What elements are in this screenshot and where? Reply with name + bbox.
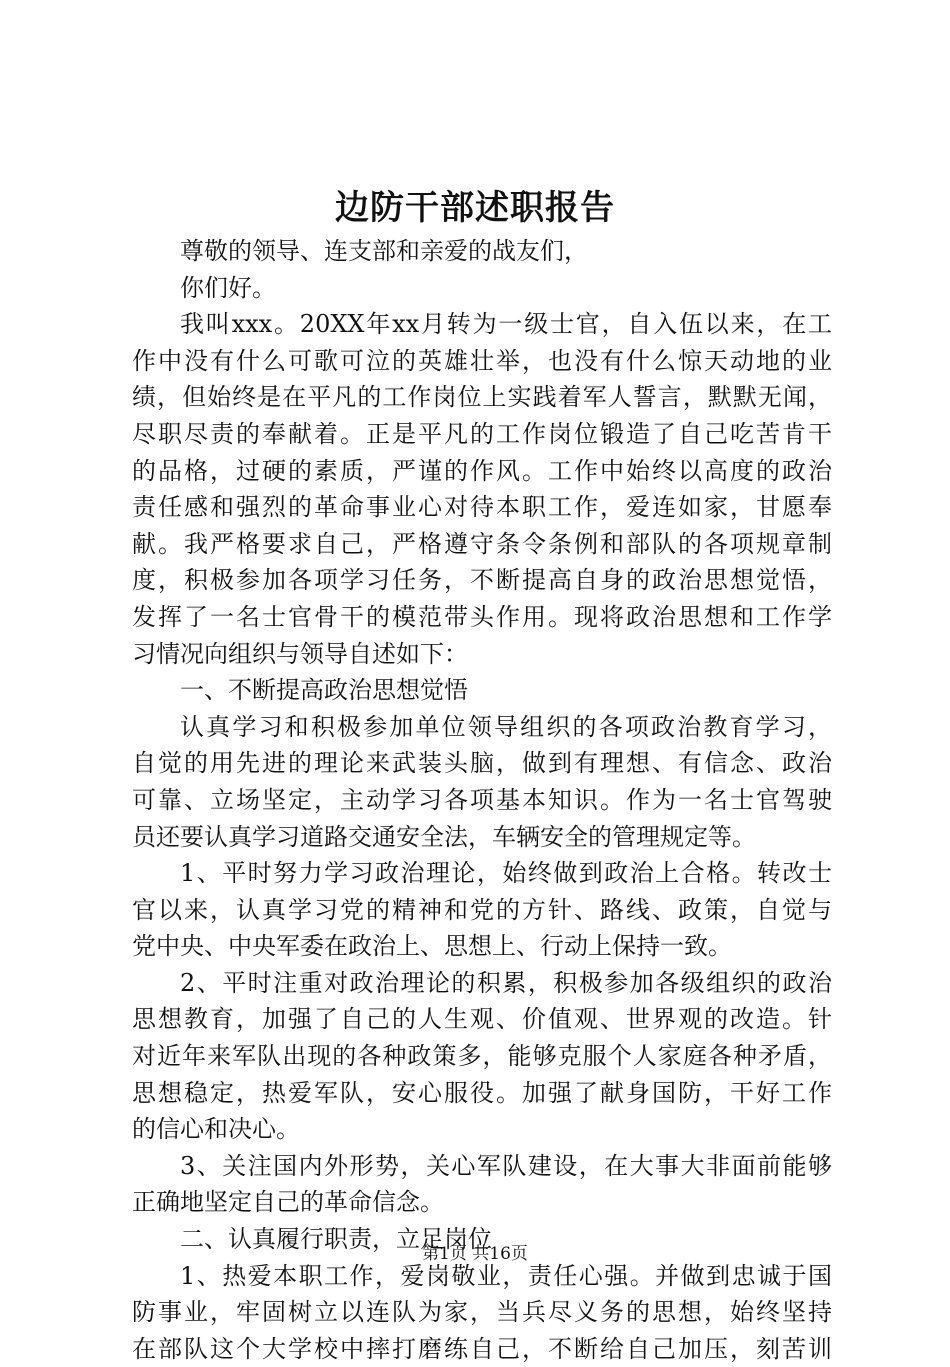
text-line: 1、平时努力学习政治理论，始终做到政治上合格。转改士 (180, 859, 832, 888)
text-line: 的信心和决心。 (132, 1115, 300, 1144)
text-line: 一、不断提高政治思想觉悟 (180, 676, 468, 705)
text-line: 2、平时注重对政治理论的积累，积极参加各级组织的政治 (180, 968, 832, 997)
text-line: 绩，但始终是在平凡的工作岗位上实践着军人誓言，默默无闻， (132, 383, 832, 412)
page-number-footer: 第1页 共16页 (422, 1244, 528, 1264)
text-line: 正确地坚定自己的革命信念。 (132, 1188, 444, 1217)
text-line: 1、热爱本职工作，爱岗敬业，责任心强。并做到忠诚于国 (180, 1261, 832, 1290)
text-line: 在部队这个大学校中摔打磨练自己，不断给自己加压，刻苦训 (132, 1334, 832, 1363)
text-line: 思想稳定，热爱军队，安心服役。加强了献身国防，干好工作 (132, 1078, 832, 1107)
text-line: 发挥了一名士官骨干的模范带头作用。现将政治思想和工作学 (132, 602, 832, 631)
text-line: 献。我严格要求自己，严格遵守条令条例和部队的各项规章制 (132, 529, 832, 558)
text-line: 尊敬的领导、连支部和亲爱的战友们， (180, 237, 588, 265)
text-line: 3、关注国内外形势，关心军队建设，在大事大非面前能够 (180, 1151, 832, 1180)
text-line: 官以来，认真学习党的精神和党的方针、路线、政策，自觉与 (132, 895, 832, 924)
text-line: 员还要认真学习道路交通安全法，车辆安全的管理规定等。 (132, 822, 756, 851)
text-line: 自觉的用先进的理论来武装头脑，做到有理想、有信念、政治 (132, 749, 832, 778)
text-line: 的品格，过硬的素质，严谨的作风。工作中始终以高度的政治 (132, 456, 832, 485)
text-line: 尽职尽责的奉献着。正是平凡的工作岗位锻造了自己吃苦肯干 (132, 419, 832, 448)
text-line: 认真学习和积极参加单位领导组织的各项政治教育学习， (180, 712, 832, 741)
text-line: 防事业，牢固树立以连队为家，当兵尽义务的思想，始终坚持 (132, 1298, 832, 1327)
text-line: 二、认真履行职责，立足岗位 (180, 1225, 492, 1254)
text-line: 作中没有什么可歌可泣的英雄壮举，也没有什么惊天动地的业 (132, 346, 832, 375)
text-line: 你们好。 (180, 273, 276, 302)
text-line: 习情况向组织与领导自述如下： (132, 639, 468, 668)
text-line: 责任感和强烈的革命事业心对待本职工作，爱连如家，甘愿奉 (132, 493, 832, 522)
text-line: 度，积极参加各项学习任务，不断提高自身的政治思想觉悟， (132, 566, 832, 595)
text-line: 对近年来军队出现的各种政策多，能够克服个人家庭各种矛盾， (132, 1042, 832, 1071)
text-line: 我叫xxx。20XX年xx月转为一级士官，自入伍以来，在工 (180, 310, 832, 339)
document-body (132, 233, 832, 1367)
text-line: 党中央、中央军委在政治上、思想上、行动上保持一致。 (132, 932, 732, 961)
text-line: 思想教育，加强了自己的人生观、价值观、世界观的改造。针 (132, 1005, 832, 1034)
document-title: 边防干部述职报告 (335, 188, 615, 228)
text-line: 可靠、立场坚定，主动学习各项基本知识。作为一名士官驾驶 (132, 785, 832, 814)
